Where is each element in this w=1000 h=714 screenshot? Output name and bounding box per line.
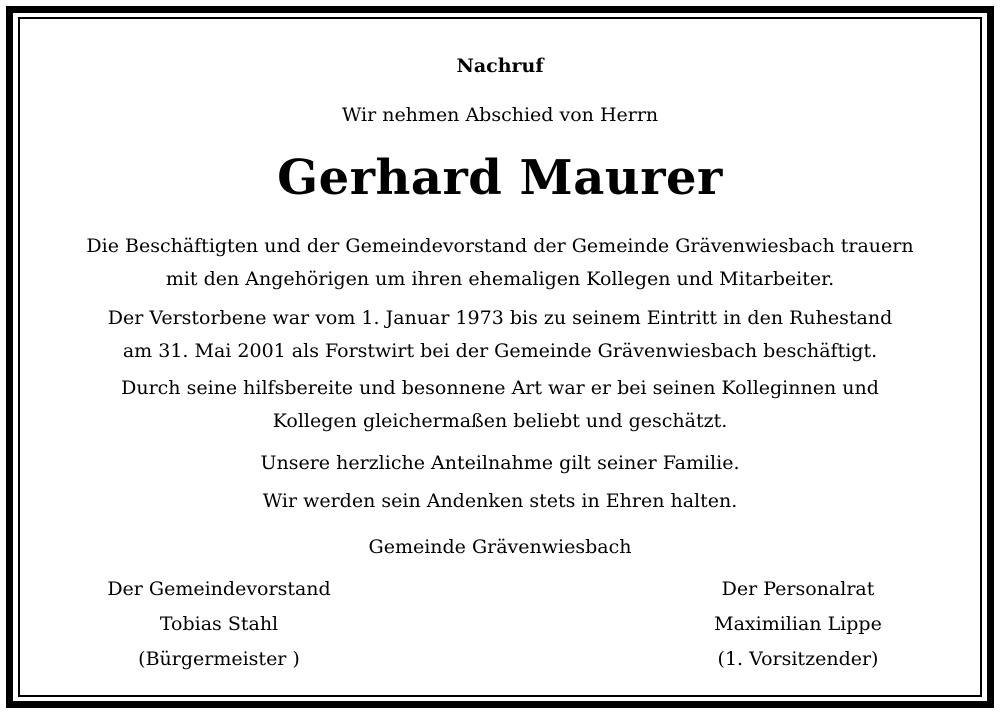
organization-name: Gemeinde Grävenwiesbach [368, 536, 632, 558]
paragraph-line: Durch seine hilfsbereite und besonnene Art war er bei seinen Kolleginnen und [121, 377, 879, 399]
notice-heading: Nachruf [456, 55, 544, 77]
intro-line: Wir nehmen Abschied von Herrn [341, 104, 659, 126]
paragraph-remembrance [0, 485, 1000, 518]
paragraph-line: Wir werden sein Andenken stets in Ehren halten. [262, 490, 738, 512]
paragraph-line: Die Beschäftigten und der Gemeindevorstand der Gemeinde Grävenwiesbach trauern [86, 235, 914, 257]
signatory-body: Der Personalrat [721, 578, 875, 600]
signatory-person: Maximilian Lippe [714, 613, 882, 635]
paragraph-character [0, 372, 1000, 438]
signatory-person: Tobias Stahl [159, 613, 279, 635]
paragraph-line: Unsere herzliche Anteilnahme gilt seiner Familie. [260, 452, 740, 474]
paragraph-line: mit den Angehörigen um ihren ehemaligen Kollegen und Mitarbeiter. [165, 268, 835, 290]
signatory-left [69, 572, 369, 677]
deceased-name: Gerhard Maurer [277, 150, 723, 206]
paragraph-line: Der Verstorbene war vom 1. Januar 1973 bis zu seinem Eintritt in den Ruhestand [107, 307, 893, 329]
paragraph-line: Kollegen gleichermaßen beliebt und geschätzt. [272, 410, 728, 432]
signatory-right [648, 572, 948, 677]
paragraph-line: am 31. Mai 2001 als Forstwirt bei der Gemeinde Grävenwiesbach beschäftigt. [122, 340, 878, 362]
signatory-role: (Bürgermeister ) [138, 648, 300, 670]
signatory-role: (1. Vorsitzender) [717, 648, 879, 670]
paragraph-condolence [0, 230, 1000, 296]
signatory-body: Der Gemeindevorstand [107, 578, 331, 600]
paragraph-sympathy [0, 447, 1000, 480]
paragraph-employment [0, 302, 1000, 368]
